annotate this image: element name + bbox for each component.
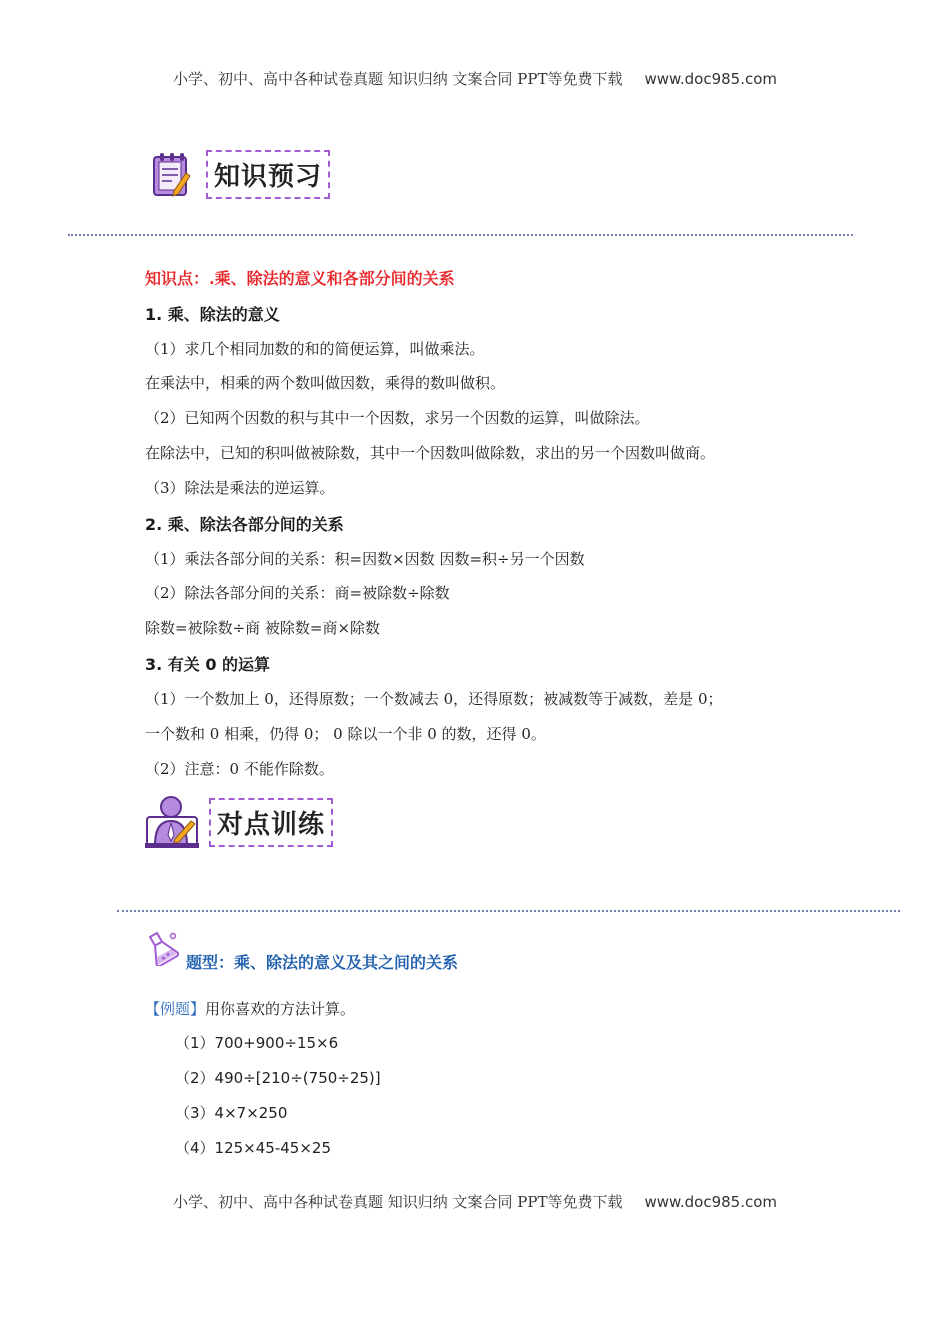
page-footer [0,1191,950,1212]
flask-icon [143,930,179,970]
paragraph-1: （1）求几个相同加数的和的简便运算，叫做乘法。 [145,340,485,358]
footer-url[interactable]: www.doc985.com [644,1193,778,1211]
footer-text: 小学、初中、高中各种试卷真题 知识归纳 文案合同 PPT等免费下载 [172,1193,623,1211]
section-title-preview: 知识预习 [206,150,330,199]
paragraph-3: （2）已知两个因数的积与其中一个因数，求另一个因数的运算，叫做除法。 [145,409,650,427]
divider-2 [117,910,900,912]
teacher-icon [145,795,201,849]
notebook-pencil-icon [150,151,194,199]
paragraph-10: 一个数和 0 相乘，仍得 0； 0 除以一个非 0 的数，还得 0。 [145,725,546,743]
knowledge-title: 知识点：.乘、除法的意义和各部分间的关系 [145,269,455,288]
example-text: 用你喜欢的方法计算。 [205,1000,356,1018]
calc-item-3: （3）4×7×250 [175,1104,288,1122]
heading-2: 2. 乘、除法各部分间的关系 [145,515,344,534]
header-text: 小学、初中、高中各种试卷真题 知识归纳 文案合同 PPT等免费下载 [172,70,623,88]
question-type-title: 题型：乘、除法的意义及其之间的关系 [186,953,459,972]
paragraph-6: （1）乘法各部分间的关系：积=因数×因数 因数=积÷另一个因数 [145,550,585,568]
example-line [145,998,355,1019]
paragraph-9: （1）一个数加上 0，还得原数；一个数减去 0，还得原数；被减数等于减数，差是 0； [145,690,723,708]
paragraph-2: 在乘法中，相乘的两个数叫做因数，乘得的数叫做积。 [145,374,506,392]
paragraph-8: 除数=被除数÷商 被除数=商×除数 [145,619,381,637]
section-badge-practice [145,795,333,849]
divider-1 [68,234,853,236]
page-header [0,68,950,89]
paragraph-4: 在除法中，已知的积叫做被除数，其中一个因数叫做除数，求出的另一个因数叫做商。 [145,444,716,462]
section-badge-preview [150,150,330,199]
calc-item-4: （4）125×45-45×25 [175,1139,331,1157]
example-tag: 【例题】 [145,1000,206,1018]
section-title-practice: 对点训练 [209,798,333,847]
paragraph-5: （3）除法是乘法的逆运算。 [145,479,335,497]
heading-3: 3. 有关 0 的运算 [145,655,271,674]
calc-item-1: （1）700+900÷15×6 [175,1034,339,1052]
heading-1: 1. 乘、除法的意义 [145,305,280,324]
paragraph-7: （2）除法各部分间的关系：商=被除数÷除数 [145,584,450,602]
calc-item-2: （2）490÷[210÷(750÷25)] [175,1069,381,1087]
paragraph-11: （2）注意：0 不能作除数。 [145,760,334,778]
header-url[interactable]: www.doc985.com [644,70,778,88]
